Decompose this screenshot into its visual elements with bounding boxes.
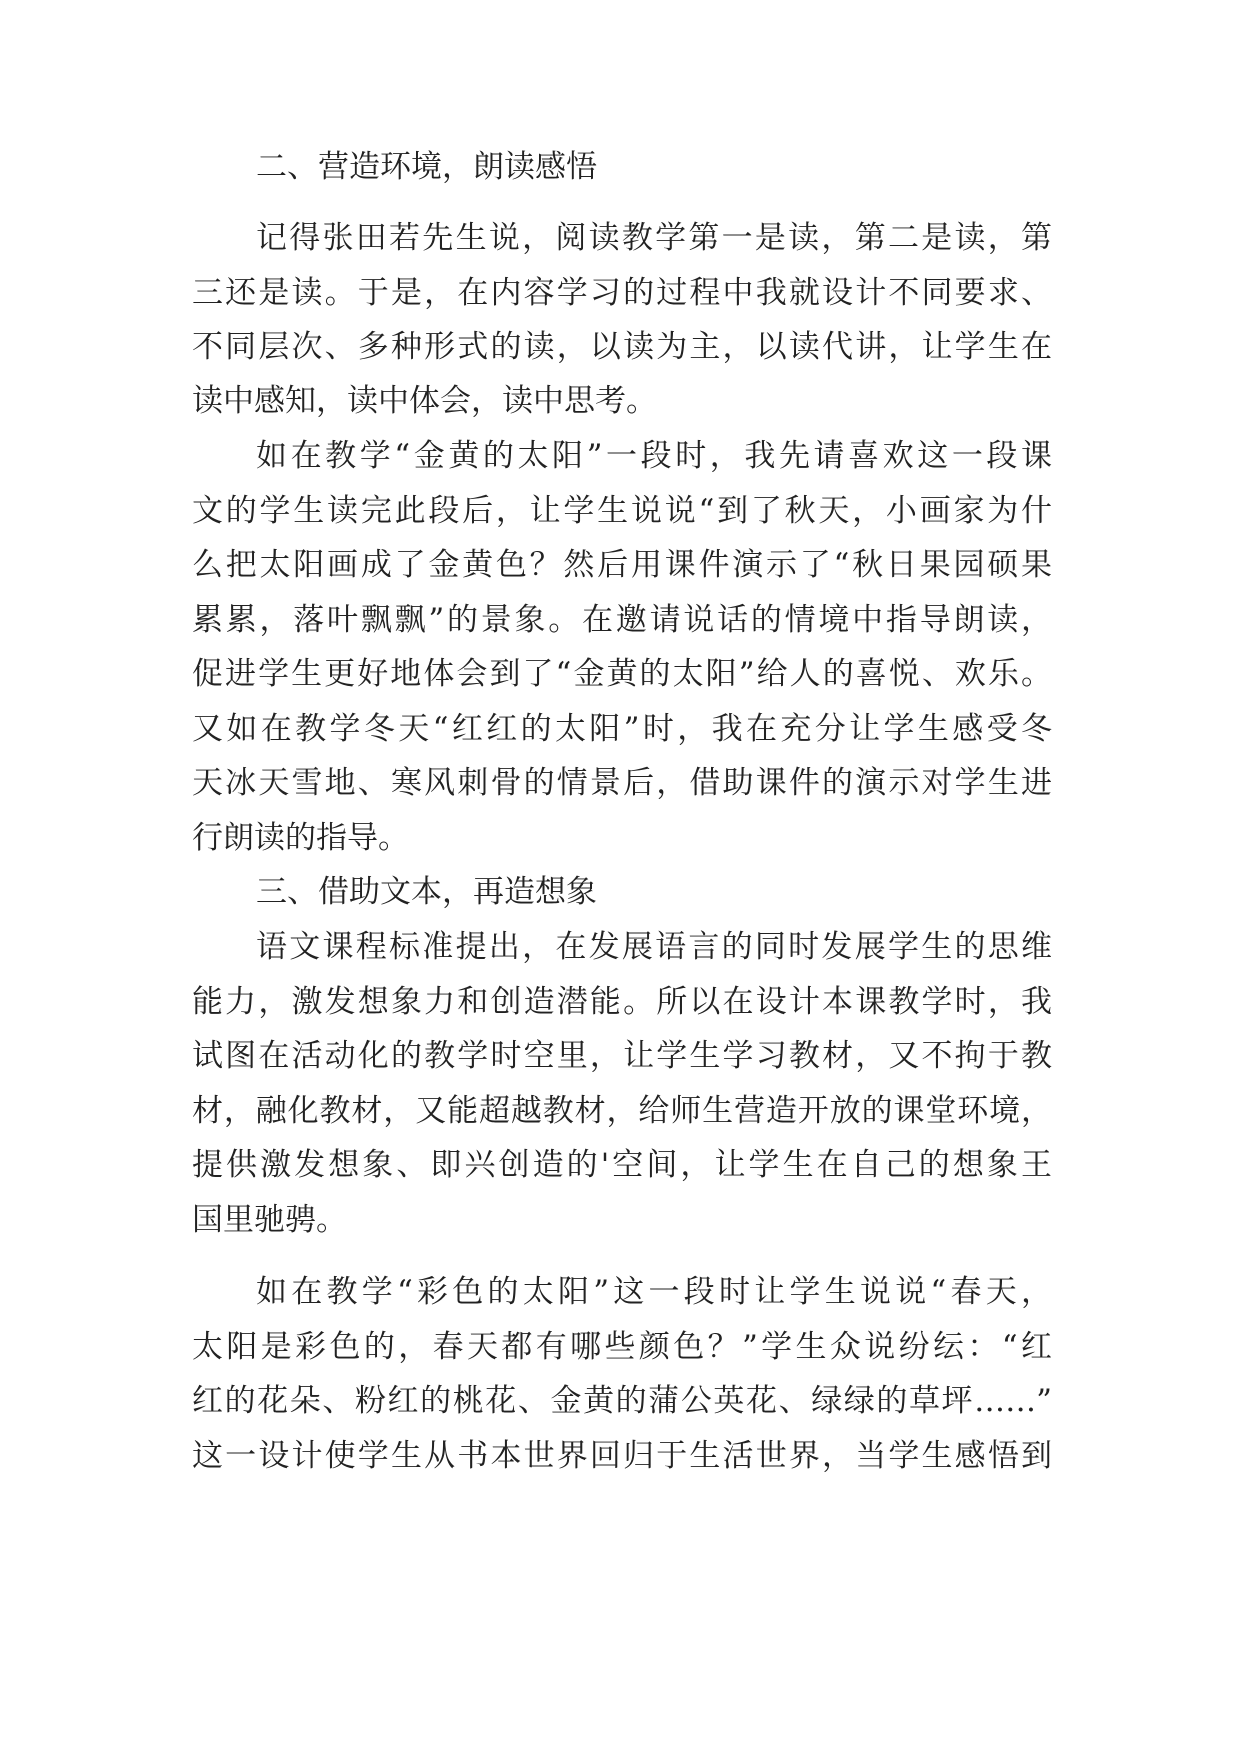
paragraph-line: 么把太阳画成了金黄色？然后用课件演示了“秋日果园硕果 [192, 547, 1052, 583]
paragraph-line: 试图在活动化的教学时空里，让学生学习教材，又不拘于教 [192, 1038, 1052, 1074]
heading-2: 二、营造环境，朗读感悟 [256, 149, 597, 185]
paragraph-line: 促进学生更好地体会到了“金黄的太阳”给人的喜悦、欢乐。 [192, 656, 1052, 692]
paragraph-line: 读中感知，读中体会，读中思考。 [192, 383, 657, 419]
paragraph-line: 语文课程标准提出，在发展语言的同时发展学生的思维 [256, 929, 1052, 965]
paragraph-line: 太阳是彩色的，春天都有哪些颜色？”学生众说纷纭：“红 [192, 1329, 1052, 1365]
heading-3: 三、借助文本，再造想象 [256, 874, 597, 910]
paragraph-line: 如在教学“彩色的太阳”这一段时让学生说说“春天， [256, 1274, 1052, 1310]
paragraph-line: 这一设计使学生从书本世界回归于生活世界，当学生感悟到 [192, 1438, 1052, 1474]
paragraph-line: 提供激发想象、即兴创造的'空间，让学生在自己的想象王 [192, 1147, 1052, 1183]
paragraph-line: 又如在教学冬天“红红的太阳”时，我在充分让学生感受冬 [192, 711, 1052, 747]
paragraph-line: 不同层次、多种形式的读，以读为主，以读代讲，让学生在 [192, 329, 1052, 365]
paragraph-line: 天冰天雪地、寒风刺骨的情景后，借助课件的演示对学生进 [192, 765, 1052, 801]
paragraph-line: 文的学生读完此段后，让学生说说“到了秋天，小画家为什 [192, 493, 1052, 529]
paragraph-line: 材，融化教材，又能超越教材，给师生营造开放的课堂环境， [192, 1093, 1052, 1129]
paragraph-line: 如在教学“金黄的太阳”一段时，我先请喜欢这一段课 [256, 438, 1052, 474]
paragraph-line: 能力，激发想象力和创造潜能。所以在设计本课教学时，我 [192, 984, 1052, 1020]
paragraph-line: 红的花朵、粉红的桃花、金黄的蒲公英花、绿绿的草坪……” [192, 1383, 1052, 1419]
paragraph-line: 记得张田若先生说，阅读教学第一是读，第二是读，第 [256, 220, 1052, 256]
paragraph-line: 国里驰骋。 [192, 1202, 347, 1238]
paragraph-line: 行朗读的指导。 [192, 820, 409, 856]
paragraph-line: 三还是读。于是，在内容学习的过程中我就设计不同要求、 [192, 275, 1052, 311]
paragraph-line: 累累，落叶飘飘”的景象。在邀请说话的情境中指导朗读， [192, 602, 1052, 638]
